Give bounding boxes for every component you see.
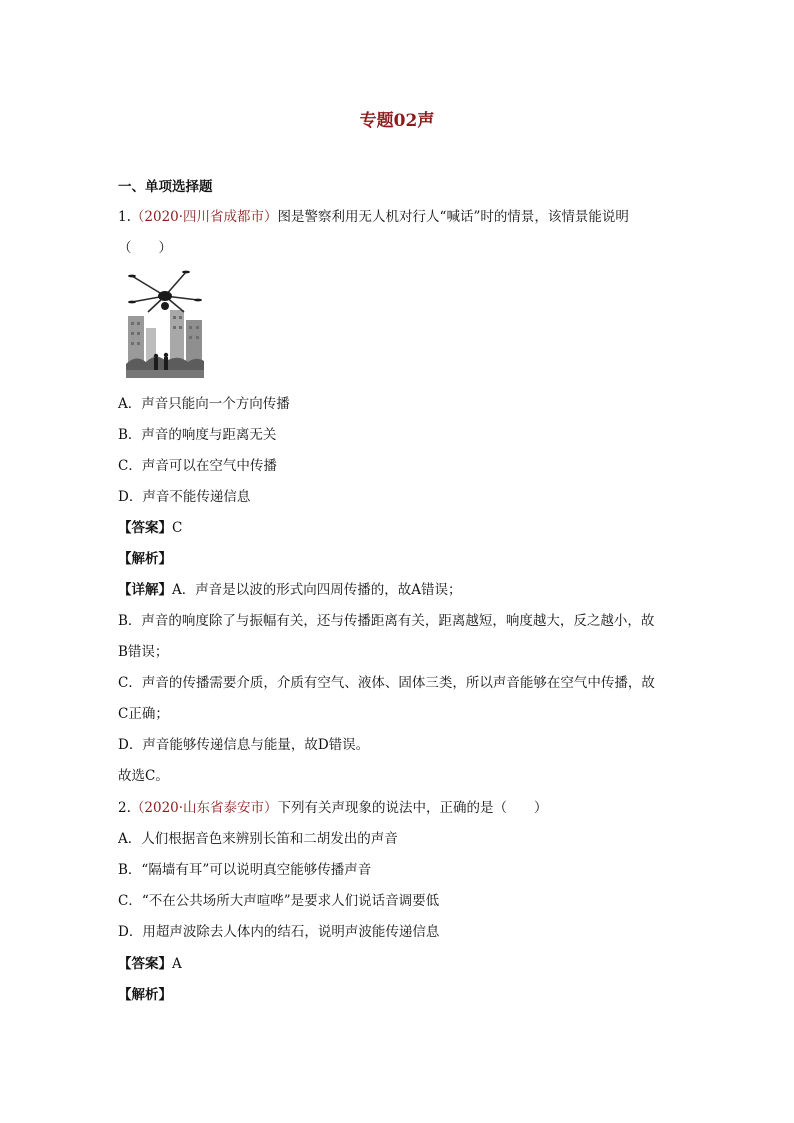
question-text: 下列有关声现象的说法中，正确的是（ ） <box>277 800 548 816</box>
section-heading: 一、单项选择题 <box>118 179 213 195</box>
question-1-detail-line: C正确； <box>118 706 169 722</box>
answer-value: C <box>172 520 183 536</box>
question-number: 2. <box>118 800 131 816</box>
question-1-option-c: C．声音可以在空气中传播 <box>118 458 277 474</box>
detail-text: A．声音是以波的形式向四周传播的，故A错误； <box>172 582 462 598</box>
question-2-option-c: C．“不在公共场所大声喧哗”是要求人们说话音调要低 <box>118 893 440 909</box>
answer-tag: 【答案】 <box>118 520 172 536</box>
question-2-analysis-tag: 【解析】 <box>118 987 172 1003</box>
question-1-option-a: A．声音只能向一个方向传播 <box>118 396 290 412</box>
detail-tag: 【详解】 <box>118 582 172 598</box>
question-2-option-d: D．用超声波除去人体内的结石，说明声波能传递信息 <box>118 924 440 940</box>
page-title: 专题02声 <box>359 111 435 131</box>
question-1-detail-line: C．声音的传播需要介质，介质有空气、液体、固体三类，所以声音能够在空气中传播，故 <box>118 675 655 691</box>
answer-tag: 【答案】 <box>118 956 172 972</box>
question-1-detail-line <box>118 580 688 600</box>
answer-value: A <box>172 956 182 972</box>
drone-police-photo <box>126 266 204 378</box>
question-1-detail-line: B．声音的响度除了与振幅有关，还与传播距离有关，距离越短，响度越大，反之越小，故 <box>118 613 655 629</box>
question-source: （2020·山东省泰安市） <box>130 800 278 816</box>
question-1-analysis-tag: 【解析】 <box>118 551 172 567</box>
question-2-option-b: B．“隔墙有耳”可以说明真空能够传播声音 <box>118 862 372 878</box>
question-1-stem <box>118 207 688 227</box>
question-2-option-a: A．人们根据音色来辨别长笛和二胡发出的声音 <box>118 831 398 847</box>
question-1-stem-bracket: （ ） <box>118 240 172 256</box>
question-number: 1. <box>118 209 131 225</box>
question-1-detail-line: B错误； <box>118 644 169 660</box>
question-2-stem <box>118 798 688 818</box>
question-text: 图是警察利用无人机对行人“喊话”时的情景，该情景能说明 <box>277 209 629 225</box>
question-2-answer <box>118 954 688 974</box>
question-1-conclusion: 故选C。 <box>118 768 169 784</box>
question-1-answer <box>118 518 688 538</box>
question-1-detail-line: D．声音能够传递信息与能量，故D错误。 <box>118 737 370 753</box>
question-1-option-b: B．声音的响度与距离无关 <box>118 427 277 443</box>
question-1-option-d: D．声音不能传递信息 <box>118 489 251 505</box>
question-source: （2020·四川省成都市） <box>130 209 278 225</box>
